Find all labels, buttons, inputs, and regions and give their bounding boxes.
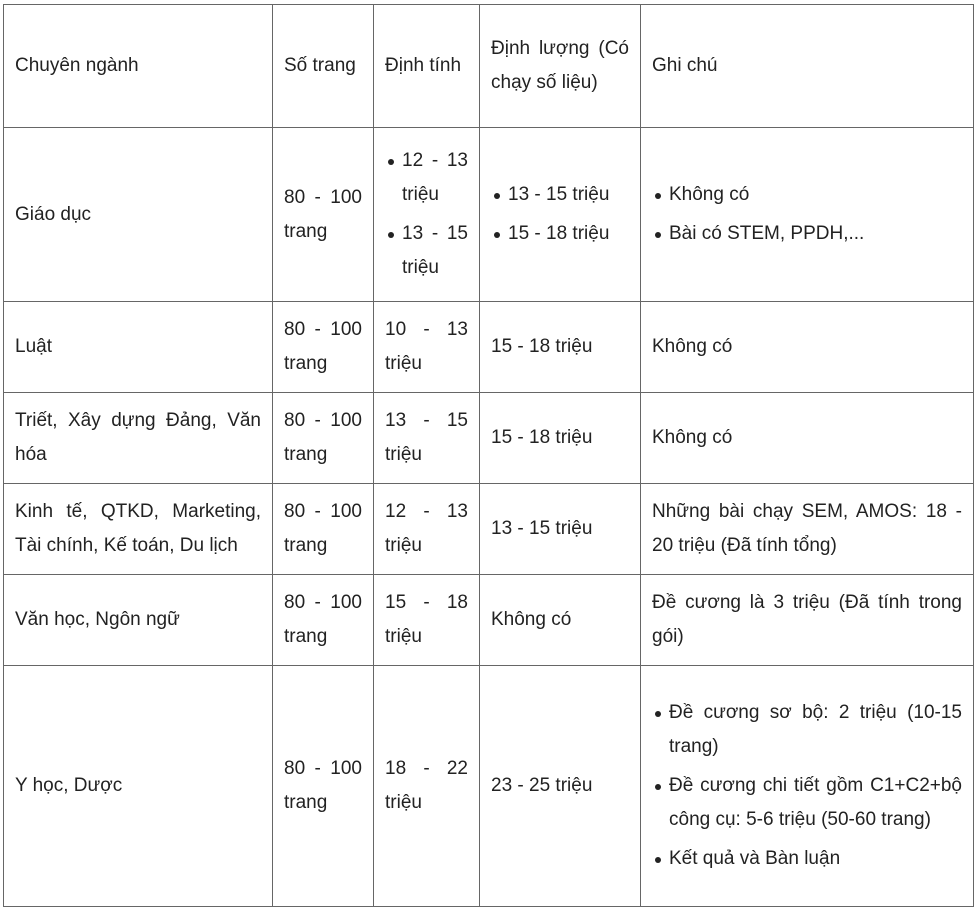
header-qualitative: Định tính: [374, 5, 480, 128]
table-row: [4, 128, 974, 302]
cell-field: Giáo dục: [4, 128, 273, 302]
list-item: 15 - 18 triệu: [508, 217, 629, 251]
cell-field: Văn học, Ngôn ngữ: [4, 575, 273, 666]
cell-note: [641, 666, 974, 907]
header-pages: Số trang: [273, 5, 374, 128]
list-item: Không có: [669, 178, 962, 212]
cell-note: Không có: [641, 393, 974, 484]
header-field: Chuyên ngành: [4, 5, 273, 128]
header-note: Ghi chú: [641, 5, 974, 128]
list-item: 13 - 15 triệu: [402, 217, 468, 285]
cell-pages: 80 - 100 trang: [273, 484, 374, 575]
cell-quantitative: 15 - 18 triệu: [480, 302, 641, 393]
cell-qualitative: 12 - 13 triệu: [374, 484, 480, 575]
list-item: Đề cương chi tiết gồm C1+C2+bộ công cụ: 5-6 triệu (50-60 trang): [669, 769, 962, 837]
cell-quantitative: [480, 128, 641, 302]
cell-quantitative: 13 - 15 triệu: [480, 484, 641, 575]
table-row: [4, 666, 974, 907]
cell-quantitative: 23 - 25 triệu: [480, 666, 641, 907]
table-row: [4, 302, 974, 393]
cell-pages: 80 - 100 trang: [273, 128, 374, 302]
cell-field: Y học, Dược: [4, 666, 273, 907]
cell-qualitative: 18 - 22 triệu: [374, 666, 480, 907]
table-row: [4, 575, 974, 666]
cell-qualitative: 13 - 15 triệu: [374, 393, 480, 484]
bullet-list: [491, 178, 629, 251]
cell-note: Những bài chạy SEM, AMOS: 18 - 20 triệu (Đã tính tổng): [641, 484, 974, 575]
bullet-list: [385, 144, 468, 285]
cell-field: Kinh tế, QTKD, Marketing, Tài chính, Kế toán, Du lịch: [4, 484, 273, 575]
list-item: Đề cương sơ bộ: 2 triệu (10-15 trang): [669, 696, 962, 764]
list-item: Bài có STEM, PPDH,...: [669, 217, 962, 251]
cell-field: Luật: [4, 302, 273, 393]
bullet-list: [652, 696, 962, 876]
list-item: Kết quả và Bàn luận: [669, 842, 962, 876]
cell-note: Đề cương là 3 triệu (Đã tính trong gói): [641, 575, 974, 666]
cell-note: [641, 128, 974, 302]
list-item: 13 - 15 triệu: [508, 178, 629, 212]
bullet-list: [652, 178, 962, 251]
header-quantitative: Định lượng (Có chạy số liệu): [480, 5, 641, 128]
cell-quantitative: 15 - 18 triệu: [480, 393, 641, 484]
table-row: [4, 484, 974, 575]
cell-field: Triết, Xây dựng Đảng, Văn hóa: [4, 393, 273, 484]
cell-qualitative: 10 - 13 triệu: [374, 302, 480, 393]
cell-quantitative: Không có: [480, 575, 641, 666]
cell-pages: 80 - 100 trang: [273, 393, 374, 484]
table-header-row: [4, 5, 974, 128]
cell-pages: 80 - 100 trang: [273, 302, 374, 393]
cell-pages: 80 - 100 trang: [273, 666, 374, 907]
cell-qualitative: [374, 128, 480, 302]
cell-pages: 80 - 100 trang: [273, 575, 374, 666]
list-item: 12 - 13 triệu: [402, 144, 468, 212]
pricing-table: [3, 4, 974, 907]
table-row: [4, 393, 974, 484]
cell-note: Không có: [641, 302, 974, 393]
cell-qualitative: 15 - 18 triệu: [374, 575, 480, 666]
